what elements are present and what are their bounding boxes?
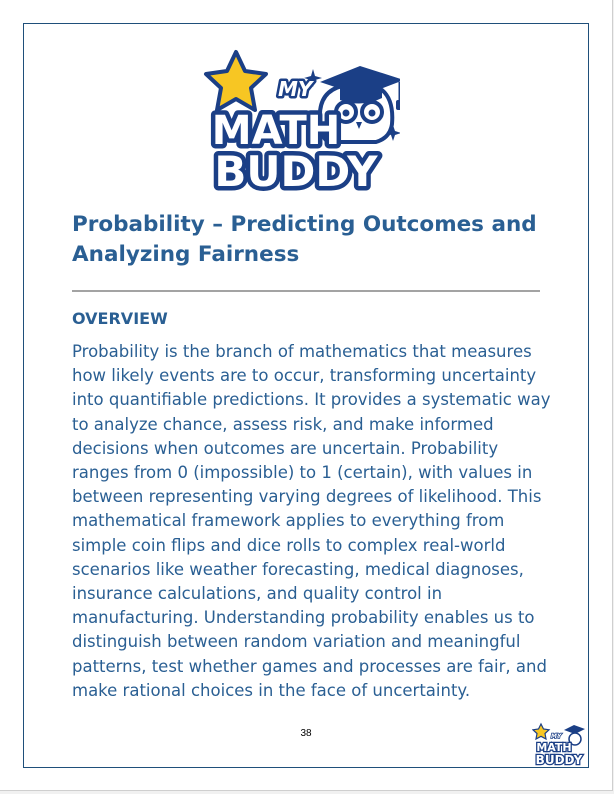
- section-heading-overview: OVERVIEW: [72, 309, 168, 328]
- footer-logo-my: MY: [551, 733, 562, 740]
- logo-word-my: MY: [278, 77, 313, 101]
- overview-paragraph: Probability is the branch of mathematics that measures how likely events are to occur, transforming uncertainty into quantifiable predictions. It provides a systematic way to analyze chance, assess risk, and make informed decisions when outcomes are uncertain. Probability ranges from 0 (impossible) to 1 (certain), with values in between representing varying degrees of likelihood. This mathematical framework applies to everything from simple coin flips and dice rolls to complex real-world scenarios like weather forecasting, medical diagnoses, insurance calculations, and quality control in manufacturing. Understanding probability enables us to distinguish between random variation and meaningful patterns, test whether games and processes are fair, and make rational choices in the face of uncertainty.: [72, 342, 551, 700]
- star-icon: [533, 724, 549, 739]
- logo-word-buddy: BUDDY: [214, 147, 378, 194]
- page-number: 38: [300, 728, 312, 739]
- footer-logo-buddy: BUDDY: [535, 753, 583, 766]
- my-math-buddy-logo: [200, 32, 400, 194]
- footer-logo-math: MATH: [536, 741, 572, 754]
- title-divider: [72, 290, 540, 292]
- footer-logo: [532, 722, 586, 766]
- star-icon: [206, 52, 266, 110]
- document-title: Probability – Predicting Outcomes and Analyzing Fairness: [72, 212, 537, 267]
- logo-word-math: MATH: [211, 108, 341, 154]
